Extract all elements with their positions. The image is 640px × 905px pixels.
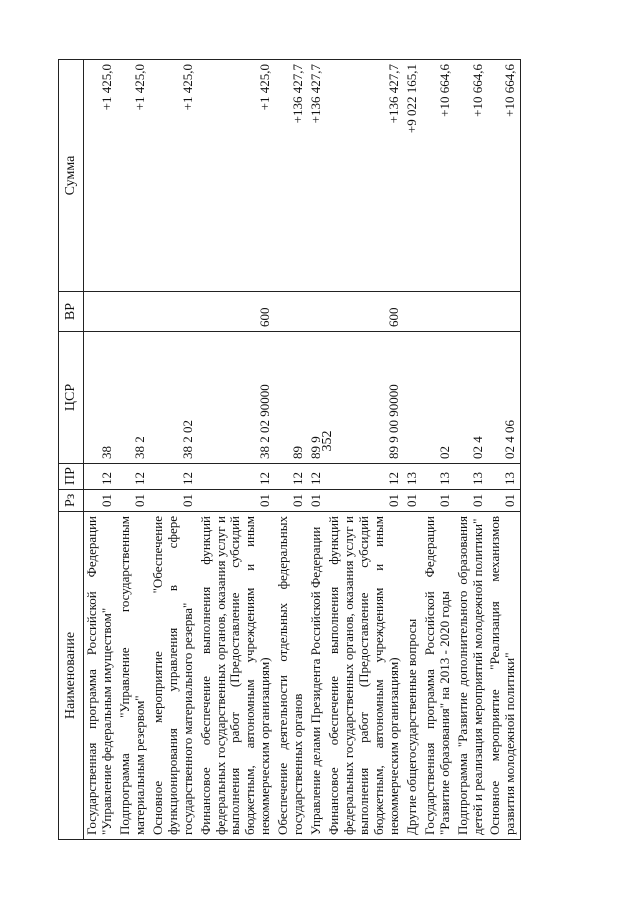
cell-vr: 600	[326, 292, 404, 332]
cell-pr: 13	[422, 464, 455, 490]
cell-pr: 12	[84, 464, 117, 490]
cell-vr	[275, 292, 308, 332]
cell-name: Другие общегосударственные вопросы	[404, 512, 422, 840]
cell-sum: +1 425,0	[198, 60, 276, 292]
budget-table	[58, 59, 521, 840]
cell-rz: 01	[198, 490, 276, 512]
cell-sum: +10 664,6	[422, 60, 455, 292]
cell-sum: +1 425,0	[117, 60, 150, 292]
table-header	[59, 60, 84, 840]
table-row	[150, 60, 198, 840]
cell-csr: 89 9 00 90000	[326, 332, 404, 464]
table-row	[326, 60, 404, 840]
cell-name: Основное мероприятие "Реализация механизмов развития молодежной политики"	[487, 512, 520, 840]
header-pr: ПР	[59, 464, 84, 490]
cell-vr	[308, 292, 326, 332]
cell-sum: +1 425,0	[84, 60, 117, 292]
cell-sum: +136 427,7	[275, 60, 308, 292]
table-row	[308, 60, 326, 840]
table-row	[84, 60, 117, 840]
cell-sum: +136 427,7	[308, 60, 326, 292]
cell-csr: 38 2	[117, 332, 150, 464]
cell-csr: 38	[84, 332, 117, 464]
table-row	[487, 60, 520, 840]
page-number: 352	[320, 430, 335, 452]
cell-rz: 01	[308, 490, 326, 512]
cell-pr: 12	[117, 464, 150, 490]
cell-csr: 89 9	[308, 332, 326, 464]
cell-rz: 01	[326, 490, 404, 512]
cell-sum: +10 664,6	[455, 60, 488, 292]
cell-pr: 12	[198, 464, 276, 490]
header-csr: ЦСР	[59, 332, 84, 464]
cell-rz: 01	[150, 490, 198, 512]
cell-rz: 01	[84, 490, 117, 512]
table-row	[404, 60, 422, 840]
cell-sum: +136 427,7	[326, 60, 404, 292]
cell-pr: 13	[455, 464, 488, 490]
header-sum: Сумма	[59, 60, 84, 292]
cell-rz: 01	[275, 490, 308, 512]
cell-sum: +9 022 165,1	[404, 60, 422, 292]
cell-csr: 02 4	[455, 332, 488, 464]
cell-name: Основное мероприятие "Обеспечение функционирования управления в сфере государственного материального резерва"	[150, 512, 198, 840]
rotated-page-content	[58, 60, 598, 840]
cell-rz: 01	[455, 490, 488, 512]
cell-name: Государственная программа Российской Федерации "Управление федеральным имуществом"	[84, 512, 117, 840]
table-row	[422, 60, 455, 840]
header-row	[59, 60, 84, 840]
cell-csr: 02 4 06	[487, 332, 520, 464]
header-rz: Рз	[59, 490, 84, 512]
cell-name: Финансовое обеспечение выполнения функций федеральных государственных органов, оказания услуг и выполнения работ (Предоставление субсидий бюджетным, автономным учреждениям и иным некоммерческим организациям)	[198, 512, 276, 840]
cell-csr: 38 2 02	[150, 332, 198, 464]
cell-name: Государственная программа Российской Федерации "Развитие образования" на 2013 - 2020 годы	[422, 512, 455, 840]
header-vr: ВР	[59, 292, 84, 332]
cell-vr	[404, 292, 422, 332]
cell-pr: 12	[326, 464, 404, 490]
cell-vr	[150, 292, 198, 332]
cell-name: Финансовое обеспечение выполнения функций федеральных государственных органов, оказания услуг и выполнения работ (Предоставление субсидий бюджетным, автономным учреждениям и иным некоммерческим организациям)	[326, 512, 404, 840]
cell-pr: 13	[404, 464, 422, 490]
cell-pr: 12	[308, 464, 326, 490]
cell-sum: +10 664,6	[487, 60, 520, 292]
cell-vr	[455, 292, 488, 332]
cell-name: Обеспечение деятельности отдельных федеральных государственных органов	[275, 512, 308, 840]
cell-csr: 89	[275, 332, 308, 464]
cell-rz: 01	[117, 490, 150, 512]
cell-pr: 13	[487, 464, 520, 490]
cell-rz: 01	[422, 490, 455, 512]
table-row	[117, 60, 150, 840]
cell-vr	[487, 292, 520, 332]
cell-csr	[404, 332, 422, 464]
table-row	[275, 60, 308, 840]
cell-name: Управление делами Президента Российской Федерации	[308, 512, 326, 840]
table-body	[84, 60, 521, 840]
header-name: Наименование	[59, 512, 84, 840]
table-row	[198, 60, 276, 840]
cell-pr: 12	[275, 464, 308, 490]
cell-sum: +1 425,0	[150, 60, 198, 292]
cell-rz: 01	[487, 490, 520, 512]
cell-name: Подпрограмма "Развитие дополнительного образования детей и реализация мероприятий молодежной политики"	[455, 512, 488, 840]
cell-vr: 600	[198, 292, 276, 332]
cell-vr	[84, 292, 117, 332]
table-row	[455, 60, 488, 840]
cell-csr: 02	[422, 332, 455, 464]
cell-vr	[117, 292, 150, 332]
cell-vr	[422, 292, 455, 332]
cell-name: Подпрограмма "Управление государственным материальным резервом"	[117, 512, 150, 840]
cell-pr: 12	[150, 464, 198, 490]
cell-rz: 01	[404, 490, 422, 512]
cell-csr: 38 2 02 90000	[198, 332, 276, 464]
